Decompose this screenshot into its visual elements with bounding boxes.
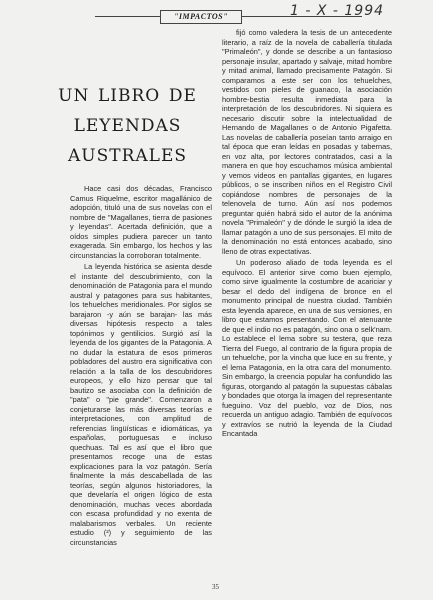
page-number: 35 <box>212 583 219 591</box>
section-tag: "IMPACTOS" <box>160 10 242 24</box>
paragraph: La leyenda histórica se asienta desde el instante del descubrimiento, con la denominación de Patagonia para el mundo austral y patagones para sus habitantes, los tehuelches meridionales. Por siglos se barajaron -y aún se barajan- las más diversas hipótesis respecto a tales topónimos y gentilicios. Surgió así la leyenda de los gigantes de la Patagonia. A no dudar la estatura de esos primeros pobladores del austro era significativa con relación a la talla de los descubridores europeos, y ello hizo pensar que tal bautizo se asociaba con la definición de "pata" o "pie grande". Comenzaron a conjeturarse las más diversas teorías e interpretaciones, con amplitud de referencias lingüísticas e idiomáticas, ya españolas, portuguesas e incluso quechuas. Tal es así que el libro que presentamos recoge una de estas explicaciones para la voz patagón. Sería finalmente la más descabellada de las teorías, según algunos historiadores, la que develaría el origen lógico de esta denominación, muchas veces abordada con escasa profundidad y no exenta de malabarismos verbales. Un reciente estudio (²) y seguimiento de las circunstancias <box>70 262 212 547</box>
title-line-1: un libro de <box>58 79 197 107</box>
title-line-2: leyendas <box>73 109 182 137</box>
paragraph: fijó como valedera la tesis de un antecedente literario, a raíz de la novela de caballería titulada "Primaleón", y donde se describe a un fantasioso personaje insular, apartado y salvaje, mitad hombre y mitad animal, llamado precisamente Patagón. Si comparamos a este ser con los tehuelches, vestidos con pieles de guanaco, la asociación hombre-bestia resulta inmediata para la interpretación de los descubridores. Ni siquiera es necesario discutir sobre la intelectualidad de Hernando de Magallanes o de Antonio Pigafetta. Las novelas de caballería poseían tanto arraigo en tal época que eran leídas en posadas y tabernas, en voz alta, por lectores contratados, casi a la manera en que hoy escuchamos música ambiental y vemos videos en pantallas gigantes, en lugares públicos, o se inscriben niños en el Registro Civil copiándose nombres de personajes de la telenovela de turno. Aún así nos podemos preguntar quién habrá sido el autor de la anónima novela "Primaleón" y de dónde le surgió la idea de llamar patagón a uno de sus personajes. El mito de la denominación no está entonces acabado, sino lleno de otras expectativas. <box>222 28 392 256</box>
paragraph: Hace casi dos décadas, Francisco Camus Riquelme, escritor magallánico de adopción, tituló una de sus novelas con el nombre de "Magallanes, tierra de pasiones y leyendas". Acertada definición, que a oídos simples pudiera parecer un tanto exagerada. Sin embargo, los hechos y las circunstancias la corroboran totalmente. <box>70 184 212 260</box>
article-title <box>40 78 215 168</box>
handwritten-date: 1 - X - 1994 <box>290 3 385 19</box>
left-column <box>70 184 212 549</box>
header-rule-left <box>95 16 160 17</box>
paragraph: Un poderoso aliado de toda leyenda es el equívoco. El anterior sirve como buen ejemplo, como sirve igualmente la costumbre de acariciar y besar el dedo del indígena de bronce en el monumento principal de nuestra ciudad. También esta leyenda aparece, en una de sus versiones, en libro que estamos presentando. Con el atenuante de que el indio no es patagón, sino ona o selk'nam. Lo establece el lema sobre su testera, que reza Tierra del Fuego, al contrario de la figura propia de un tehuelche, por la vincha que luce en su frente, y el lema Patagonia, en la otra cara del monumento. Sin embargo, la creencia popular ha confundido las figuras, otorgando al patagón la supuestas cábalas y bondades que otorga la imagen del representante fueguino. Voz del pueblo, voz de Dios, nos recuerda un antiguo adagio. También de equívocos y extravíos se nutrió la leyenda de la Ciudad Encantada <box>222 258 392 438</box>
right-column <box>222 28 392 441</box>
title-line-3: australes <box>67 139 187 167</box>
